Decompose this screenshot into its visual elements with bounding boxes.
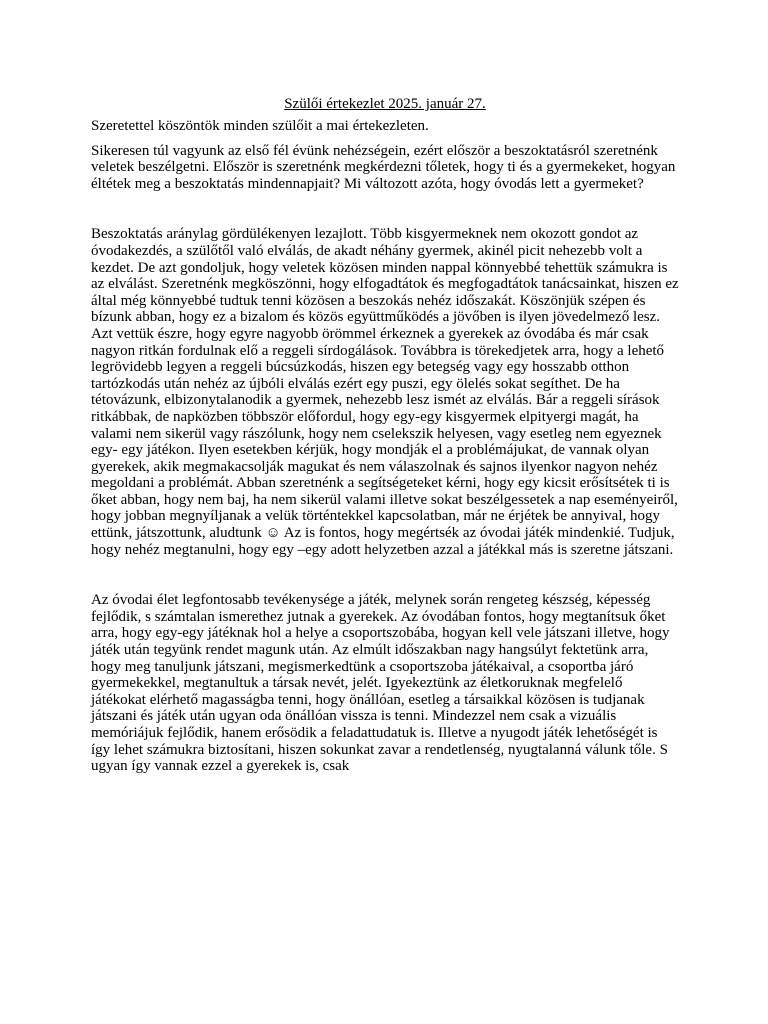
document-page: [91, 94, 679, 783]
paragraph-spacer: [91, 200, 679, 226]
play-paragraph: Az óvodai élet legfontosabb tevékenysége a játék, melynek során rengeteg készség, képesség fejlődik, s számtalan ismerethez jutnak a gyerekek. Az óvodában fontos, hogy megtanítsuk őket arra, hogy egy-egy játéknak hol a helye a csoportszobába, hogyan kell vele játszani illetve, hogy játék után tegyünk rendet magunk után. Az elmúlt időszakban nagy hangsúlyt fektetünk arra, hogy meg tanuljunk játszani, megismerkedtünk a csoportszoba játékaival, a csoportba járó gyermekekkel, megtanultuk a társak nevét, jelét. Igyekeztünk az életkoruknak megfelelő játékokat elérhető magasságba tenni, hogy önállóan, esetleg a társaikkal közösen is tudjanak játszani és játék után ugyan oda önállóan vissza is tenni. Mindezzel nem csak a vizuális memóriájuk fejlődik, hanem erősödik a feladattudatuk is. Illetve a nyugodt játék lehetőségét is így lehet számukra biztosítani, hiszen sokunkat zavar a rendetlenség, nyugtalanná válunk tőle. S ugyan így vannak ezzel a gyerekek is, csak: [91, 592, 670, 775]
settling-in-paragraph: Beszoktatás aránylag gördülékenyen lezajlott. Több kisgyermeknek nem okozott gondot az óvodakezdés, a szülőtől való elválás, de akadt néhány gyermek, akinél picit nehezebb volt a kezdet. De azt gondoljuk, hogy veletek közösen minden nappal könnyebbé tehettük számukra is az elválást. Szeretnénk megköszönni, hogy elfogadtátok és megfogadtátok tanácsainkat, hiszen ez által még könnyebbé tudtuk tenni közösen a beszokás nehéz időszakát. Köszönjük szépen és bízunk abban, hogy ez a bizalom és közös együttműködés a jövőben is ilyen jövedelmező lesz. Azt vettük észre, hogy egyre nagyobb örömmel érkeznek a gyerekek az óvodába és már csak nagyon ritkán fordulnak elő a reggeli sírdogálások. Továbbra is törekedjetek arra, hogy a lehető legrövidebb legyen a reggeli búcsúzkodás, hiszen egy betegség vagy egy hosszabb otthon tartózkodás után nehéz az újbóli elválás ezért egy puszi, egy ölelés sokat segíthet. De ha tétovázunk, elbizonytalanodik a gyermek, nehezebb lesz ismét az elválás. Bár a reggeli sírások ritkábbak, de napközben többször előfordul, hogy egy-egy kisgyermek elpityergi magát, ha valami nem sikerül vagy rászólunk, hogy nem cselekszik helyesen, vagy esetleg nem egyeznek egy- egy játékon. Ilyen esetekben kérjük, hogy mondják el a problémájukat, de vannak olyan gyerekek, akik megmakacsolják magukat és nem válaszolnak és sajnos ilyenkor nagyon nehéz megoldani a problémát. Abban szeretnénk a segítségeteket kérni, hogy egy kicsit erősítsétek ti is őket abban, hogy nem baj, ha nem sikerül valami illetve sokat beszélgessetek a nap eseményeiről, hogy jobban megnyíljanak a velük történtekkel kapcsolatban, már ne érjétek be annyival, hogy ettünk, játszottunk, aludtunk ☺ Az is fontos, hogy megértsék az óvodai játék mindenkié. Tudjuk, hogy nehéz megtanulni, hogy egy –egy adott helyzetben azzal a játékkal más is szeretne játszani.: [91, 226, 679, 558]
intro-paragraph: Sikeresen túl vagyunk az első fél évünk nehézségein, ezért először a beszoktatásról szeretnénk veletek beszélgetni. Először is szeretnénk megkérdezni tőletek, hogy ti és a gyermekeket, hogyan éltétek meg a beszoktatás mindennapjait? Mi változott azóta, hogy óvodás lett a gyermeket?: [91, 142, 676, 192]
document-title: Szülői értekezlet 2025. január 27.: [284, 96, 486, 112]
greeting-paragraph: Szeretettel köszöntök minden szülőit a mai értekezleten.: [91, 118, 429, 134]
paragraph-spacer: [91, 566, 679, 592]
